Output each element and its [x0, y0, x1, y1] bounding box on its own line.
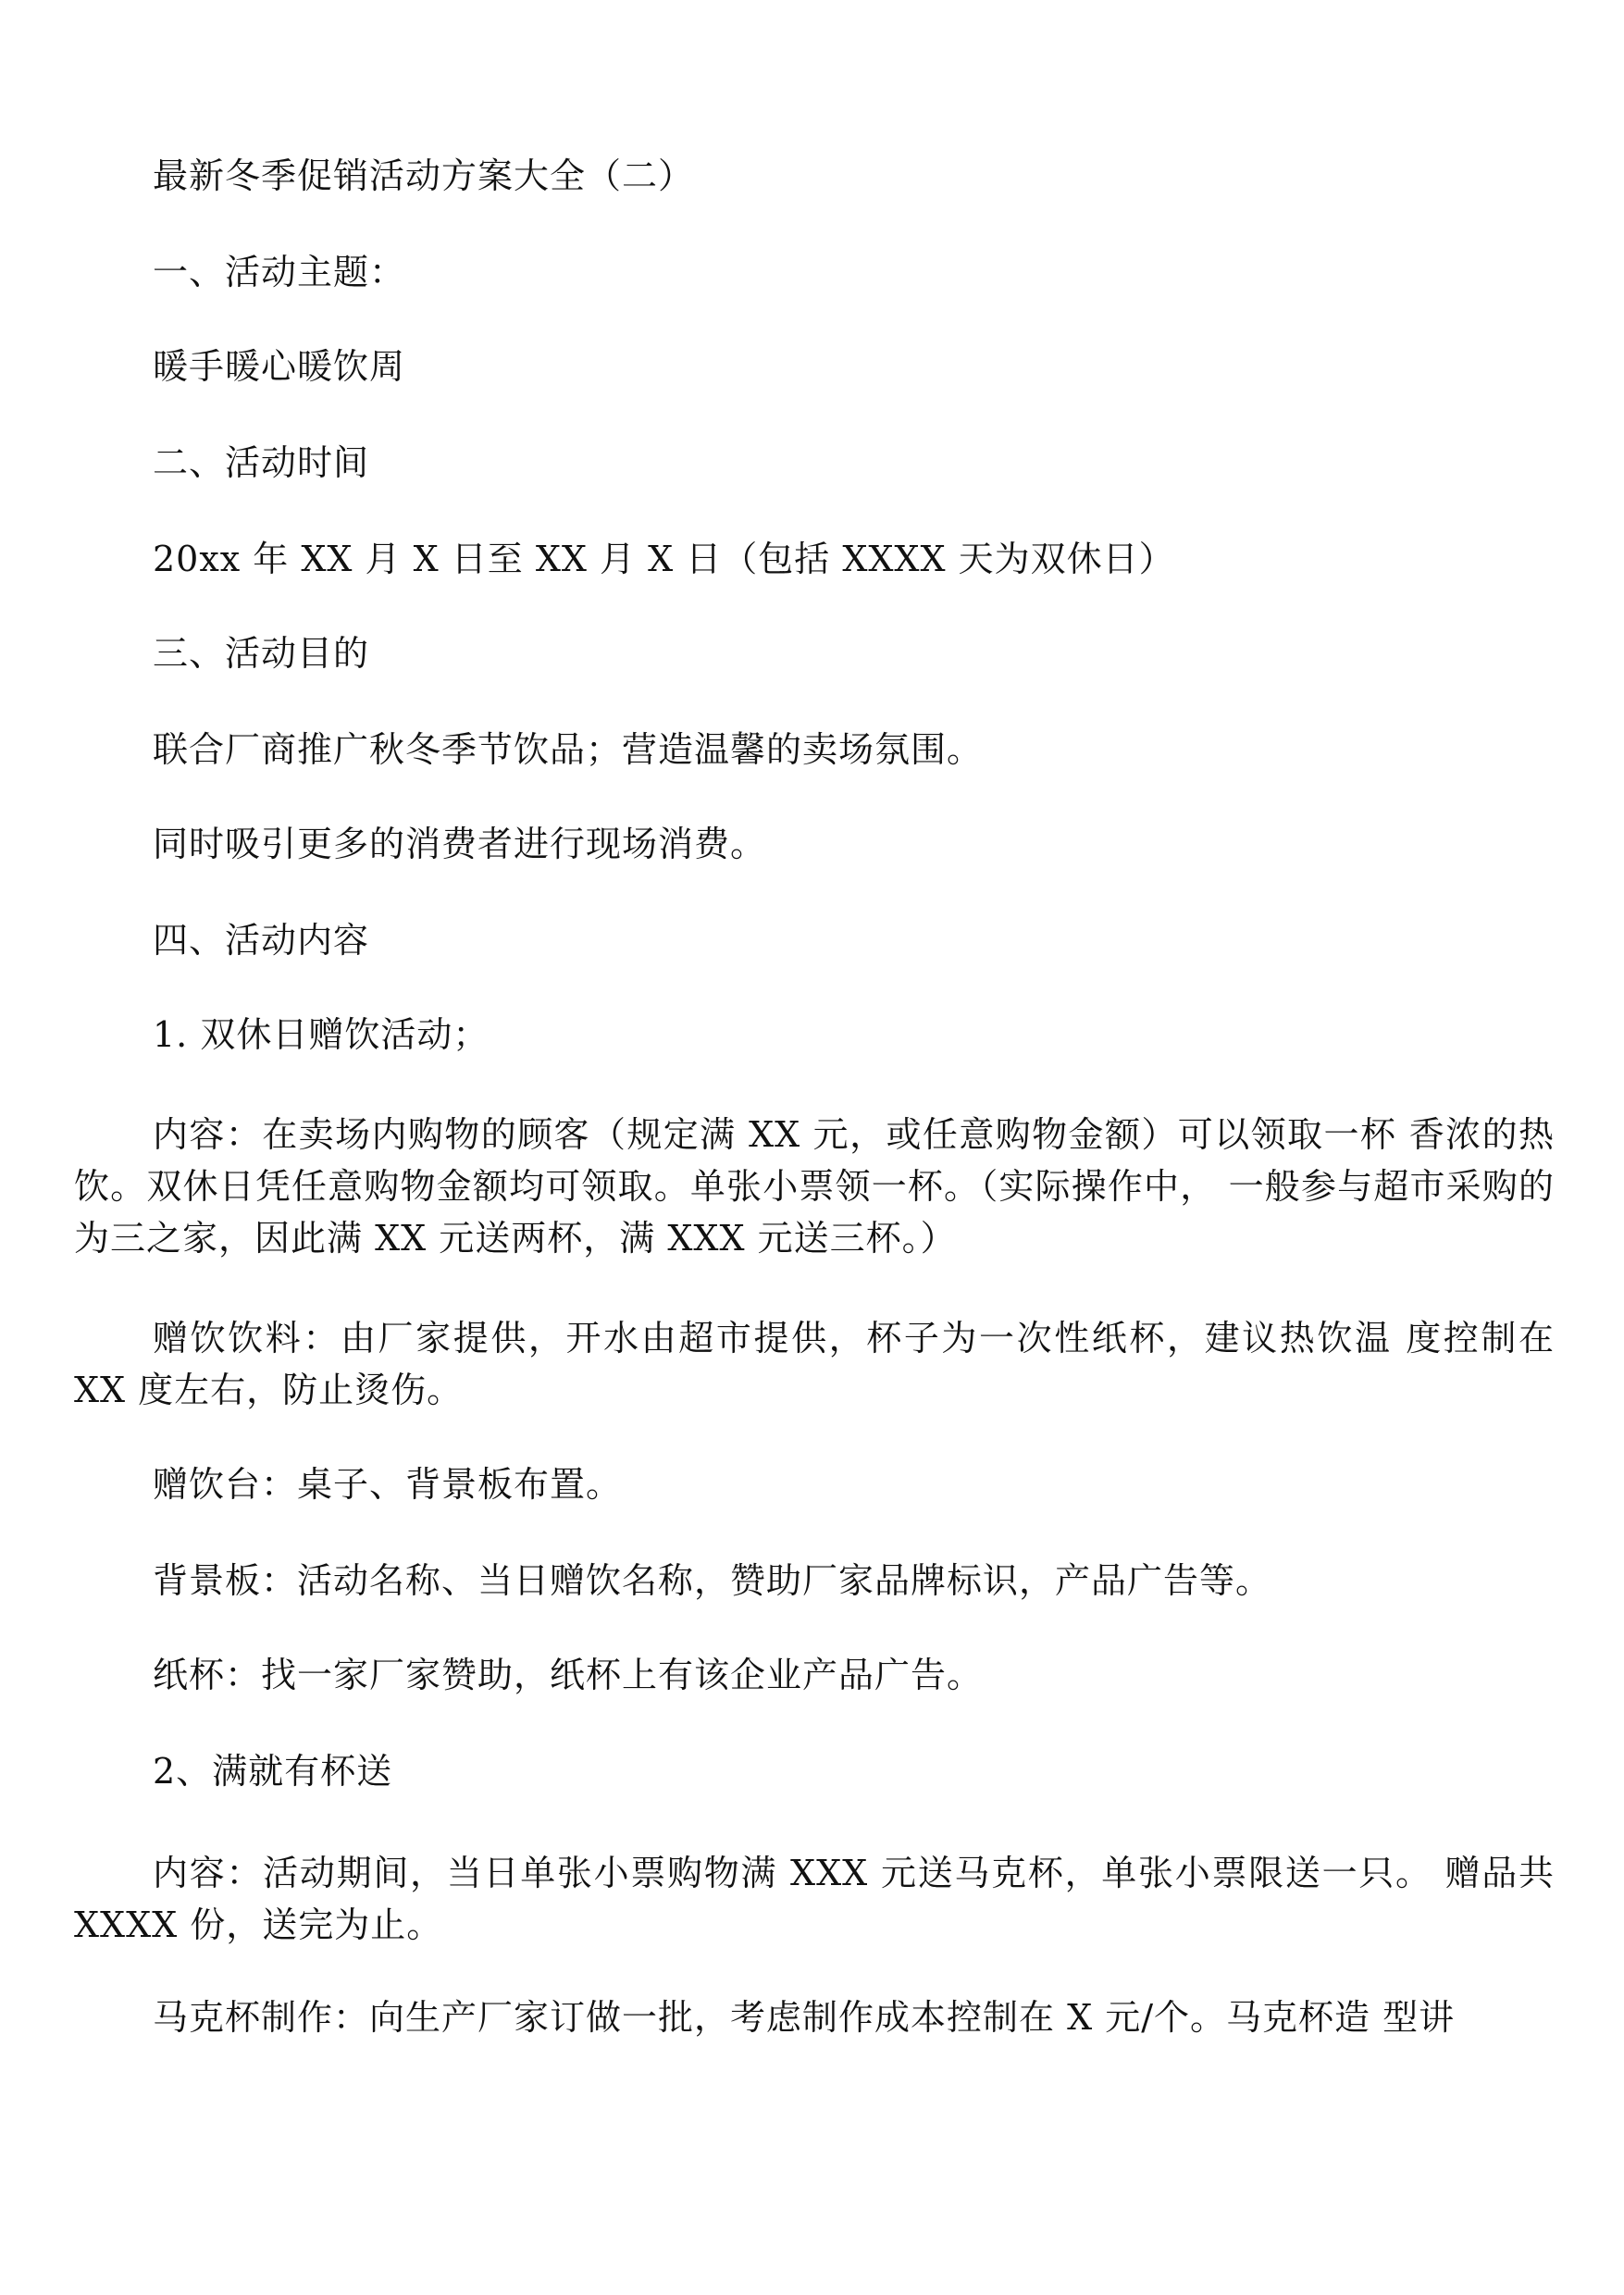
section-heading-purpose: 三、活动目的 — [153, 633, 370, 674]
section-heading-time: 二、活动时间 — [153, 442, 370, 483]
item2-mug: 马克杯制作：向生产厂家订做一批，考虑制作成本控制在 X 元/个。马克杯造 型讲 — [153, 1997, 1456, 2038]
item1-cups: 纸杯：找一家厂家赞助，纸杯上有该企业产品广告。 — [153, 1655, 984, 1695]
theme-text: 暖手暖心暖饮周 — [153, 346, 406, 387]
document-title: 最新冬季促销活动方案大全（二） — [153, 155, 695, 196]
section-heading-theme: 一、活动主题： — [153, 252, 406, 292]
item1-board: 背景板：活动名称、当日赠饮名称，赞助厂家品牌标识，产品广告等。 — [153, 1560, 1272, 1601]
time-text: 20xx 年 XX 月 X 日至 XX 月 X 日（包括 XXXX 天为双休日） — [153, 539, 1175, 579]
item1-drinks: 赠饮饮料：由厂家提供，开水由超市提供，杯子为一次性纸杯，建议热饮温 度控制在 XX 度左右，防止烫伤。 — [74, 1318, 1555, 1410]
purpose-text-2: 同时吸引更多的消费者进行现场消费。 — [153, 824, 767, 864]
purpose-text-1: 联合厂商推广秋冬季节饮品；营造温馨的卖场氛围。 — [153, 729, 984, 770]
item1-heading: 1. 双休日赠饮活动； — [153, 1014, 490, 1055]
item1-content: 内容：在卖场内购物的顾客（规定满 XX 元，或任意购物金额）可以领取一杯 香浓的热饮。双休日凭任意购物金额均可领取。单张小票领一杯。（实际操作中， 一般参与超市采购的为三之家，因此满 XX 元送两杯，满 XXX 元送三杯。） — [74, 1114, 1555, 1259]
item1-counter: 赠饮台：桌子、背景板布置。 — [153, 1464, 623, 1505]
item2-heading: 2、满就有杯送 — [153, 1751, 393, 1792]
item2-content: 内容：活动期间，当日单张小票购物满 XXX 元送马克杯，单张小票限送一只。 赠品共 XXXX 份，送完为止。 — [74, 1853, 1555, 1945]
section-heading-content: 四、活动内容 — [153, 920, 370, 961]
